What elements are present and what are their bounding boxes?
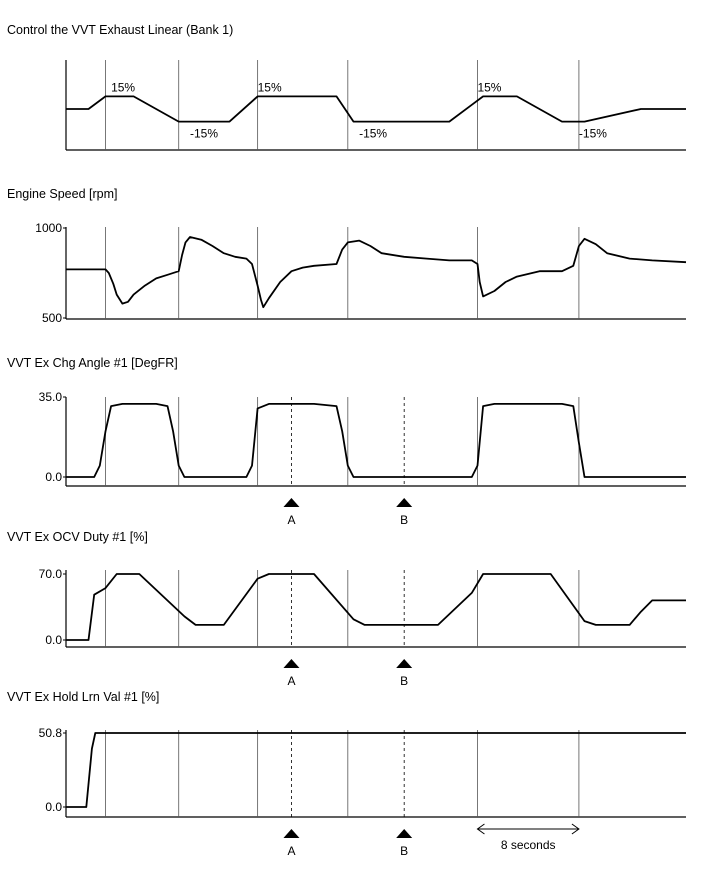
y-tick-label-ocv-duty-0: 70.0 — [38, 567, 62, 581]
y-tick-label-chg-angle-1: 0.0 — [45, 470, 62, 484]
marker-arrow-ocv-duty-0 — [283, 659, 299, 668]
panel-title-engine-speed: Engine Speed [rpm] — [7, 187, 118, 201]
marker-arrow-chg-angle-0 — [283, 498, 299, 507]
span-label: 8 seconds — [500, 838, 556, 852]
marker-arrow-hold-lrn-1 — [396, 829, 412, 838]
y-tick-label-hold-lrn-0: 50.8 — [38, 726, 62, 740]
series-line-chg-angle — [66, 404, 686, 477]
annotation-vvt-control-4: 15% — [477, 80, 502, 95]
marker-label-hold-lrn-1: B — [400, 844, 409, 858]
marker-arrow-chg-angle-1 — [396, 498, 412, 507]
y-tick-label-chg-angle-0: 35.0 — [38, 390, 62, 404]
y-tick-label-engine-speed-1: 500 — [41, 311, 62, 325]
annotation-vvt-control-1: -15% — [190, 126, 219, 141]
series-line-hold-lrn — [66, 733, 686, 807]
annotation-vvt-control-2: 15% — [257, 80, 282, 95]
marker-label-hold-lrn-0: A — [287, 844, 296, 858]
panel-title-ocv-duty: VVT Ex OCV Duty #1 [%] — [7, 530, 148, 544]
panel-title-hold-lrn: VVT Ex Hold Lrn Val #1 [%] — [7, 690, 160, 704]
y-tick-label-engine-speed-0: 1000 — [35, 221, 62, 235]
series-line-engine-speed — [66, 237, 686, 307]
marker-arrow-ocv-duty-1 — [396, 659, 412, 668]
marker-label-ocv-duty-1: B — [400, 674, 409, 688]
marker-label-ocv-duty-0: A — [287, 674, 296, 688]
panel-title-vvt-control: Control the VVT Exhaust Linear (Bank 1) — [7, 23, 234, 37]
series-line-vvt-control — [66, 96, 686, 121]
marker-arrow-hold-lrn-0 — [283, 829, 299, 838]
marker-label-chg-angle-0: A — [287, 513, 296, 527]
annotation-vvt-control-3: -15% — [359, 126, 388, 141]
marker-label-chg-angle-1: B — [400, 513, 409, 527]
y-tick-label-hold-lrn-1: 0.0 — [45, 800, 62, 814]
annotation-vvt-control-5: -15% — [578, 126, 607, 141]
annotation-vvt-control-0: 15% — [111, 80, 136, 95]
panel-title-chg-angle: VVT Ex Chg Angle #1 [DegFR] — [7, 356, 178, 370]
y-tick-label-ocv-duty-1: 0.0 — [45, 633, 62, 647]
series-line-ocv-duty — [66, 574, 686, 640]
